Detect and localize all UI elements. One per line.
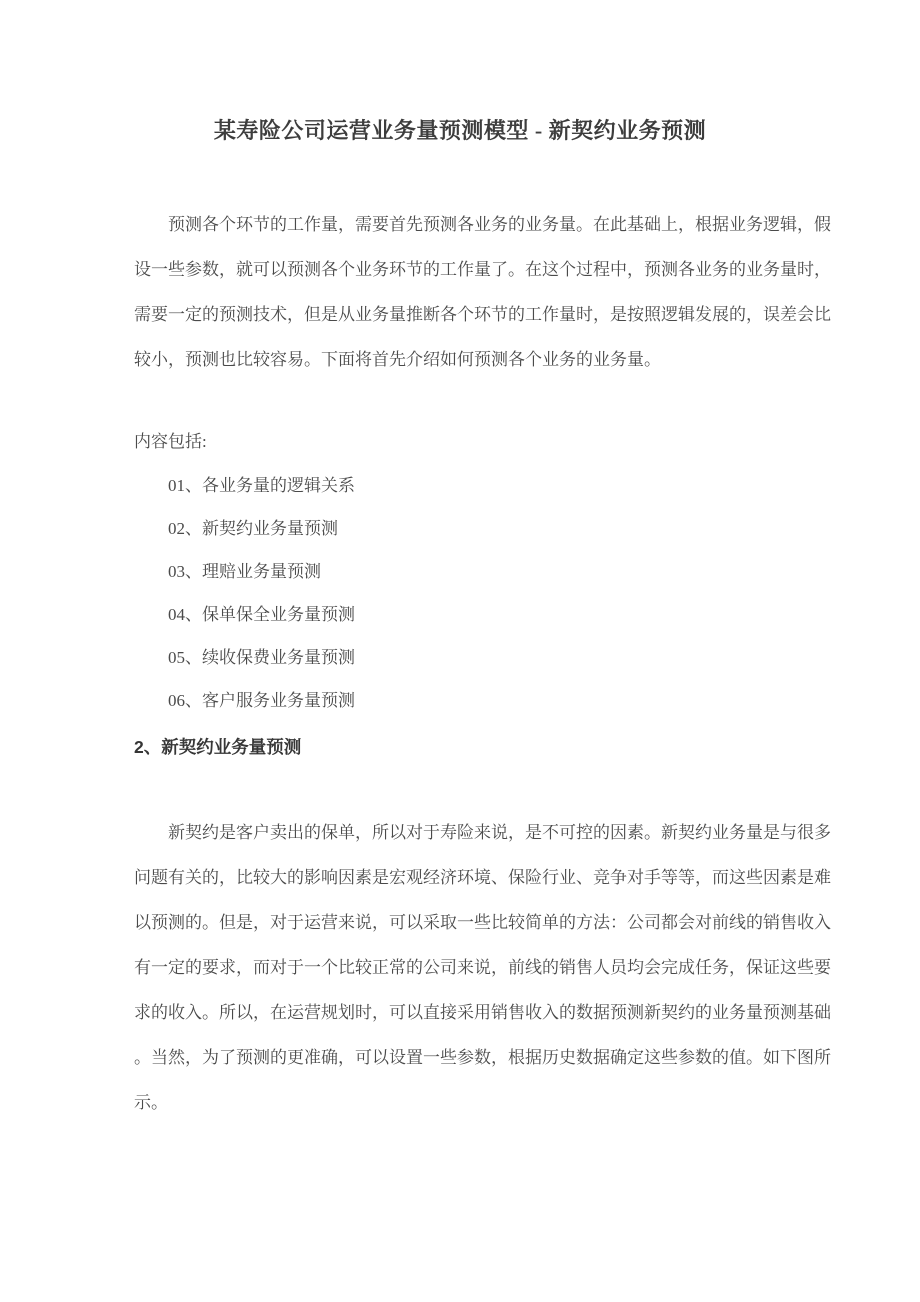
toc-item: 04、保单保全业务量预测: [168, 605, 355, 624]
document-title: 某寿险公司运营业务量预测模型 - 新契约业务预测: [213, 118, 707, 143]
toc-item: 06、客户服务业务量预测: [168, 691, 355, 710]
toc-item: 05、续收保费业务量预测: [168, 648, 355, 667]
paragraph-line: 新契约是客户卖出的保单，所以对于寿险来说，是不可控的因素。新契约业务量是与很多: [168, 823, 831, 842]
paragraph-line: 以预测的。但是，对于运营来说，可以采取一些比较简单的方法：公司都会对前线的销售收入: [134, 913, 831, 932]
paragraph-line: 问题有关的，比较大的影响因素是宏观经济环境、保险行业、竞争对手等等，而这些因素是难: [134, 868, 831, 887]
paragraph-line: 需要一定的预测技术，但是从业务量推断各个环节的工作量时，是按照逻辑发展的，误差会比: [134, 305, 831, 324]
toc-list: [134, 464, 806, 722]
toc-item: 03、理赔业务量预测: [168, 562, 321, 581]
paragraph-line: 。当然，为了预测的更准确，可以设置一些参数，根据历史数据确定这些参数的值。如下图所: [134, 1048, 831, 1067]
section-paragraph: [134, 810, 831, 1125]
toc-item: 02、新契约业务量预测: [168, 519, 338, 538]
paragraph-line: 示。: [134, 1093, 168, 1112]
section-heading: 2、新契约业务量预测: [134, 737, 302, 757]
intro-paragraph: [134, 202, 831, 382]
paragraph-line: 预测各个环节的工作量，需要首先预测各业务的业务量。在此基础上，根据业务逻辑，假: [168, 215, 831, 234]
toc-item: 01、各业务量的逻辑关系: [168, 476, 355, 495]
paragraph-line: 较小，预测也比较容易。下面将首先介绍如何预测各个业务的业务量。: [134, 350, 661, 369]
paragraph-line: 求的收入。所以，在运营规划时，可以直接采用销售收入的数据预测新契约的业务量预测基础: [134, 1003, 831, 1022]
toc-label: 内容包括:: [134, 432, 207, 451]
document-body: [134, 202, 831, 1125]
paragraph-line: 设一些参数，就可以预测各个业务环节的工作量了。在这个过程中，预测各业务的业务量时，: [134, 260, 831, 279]
paragraph-line: 有一定的要求，而对于一个比较正常的公司来说，前线的销售人员均会完成任务，保证这些要: [134, 958, 831, 977]
